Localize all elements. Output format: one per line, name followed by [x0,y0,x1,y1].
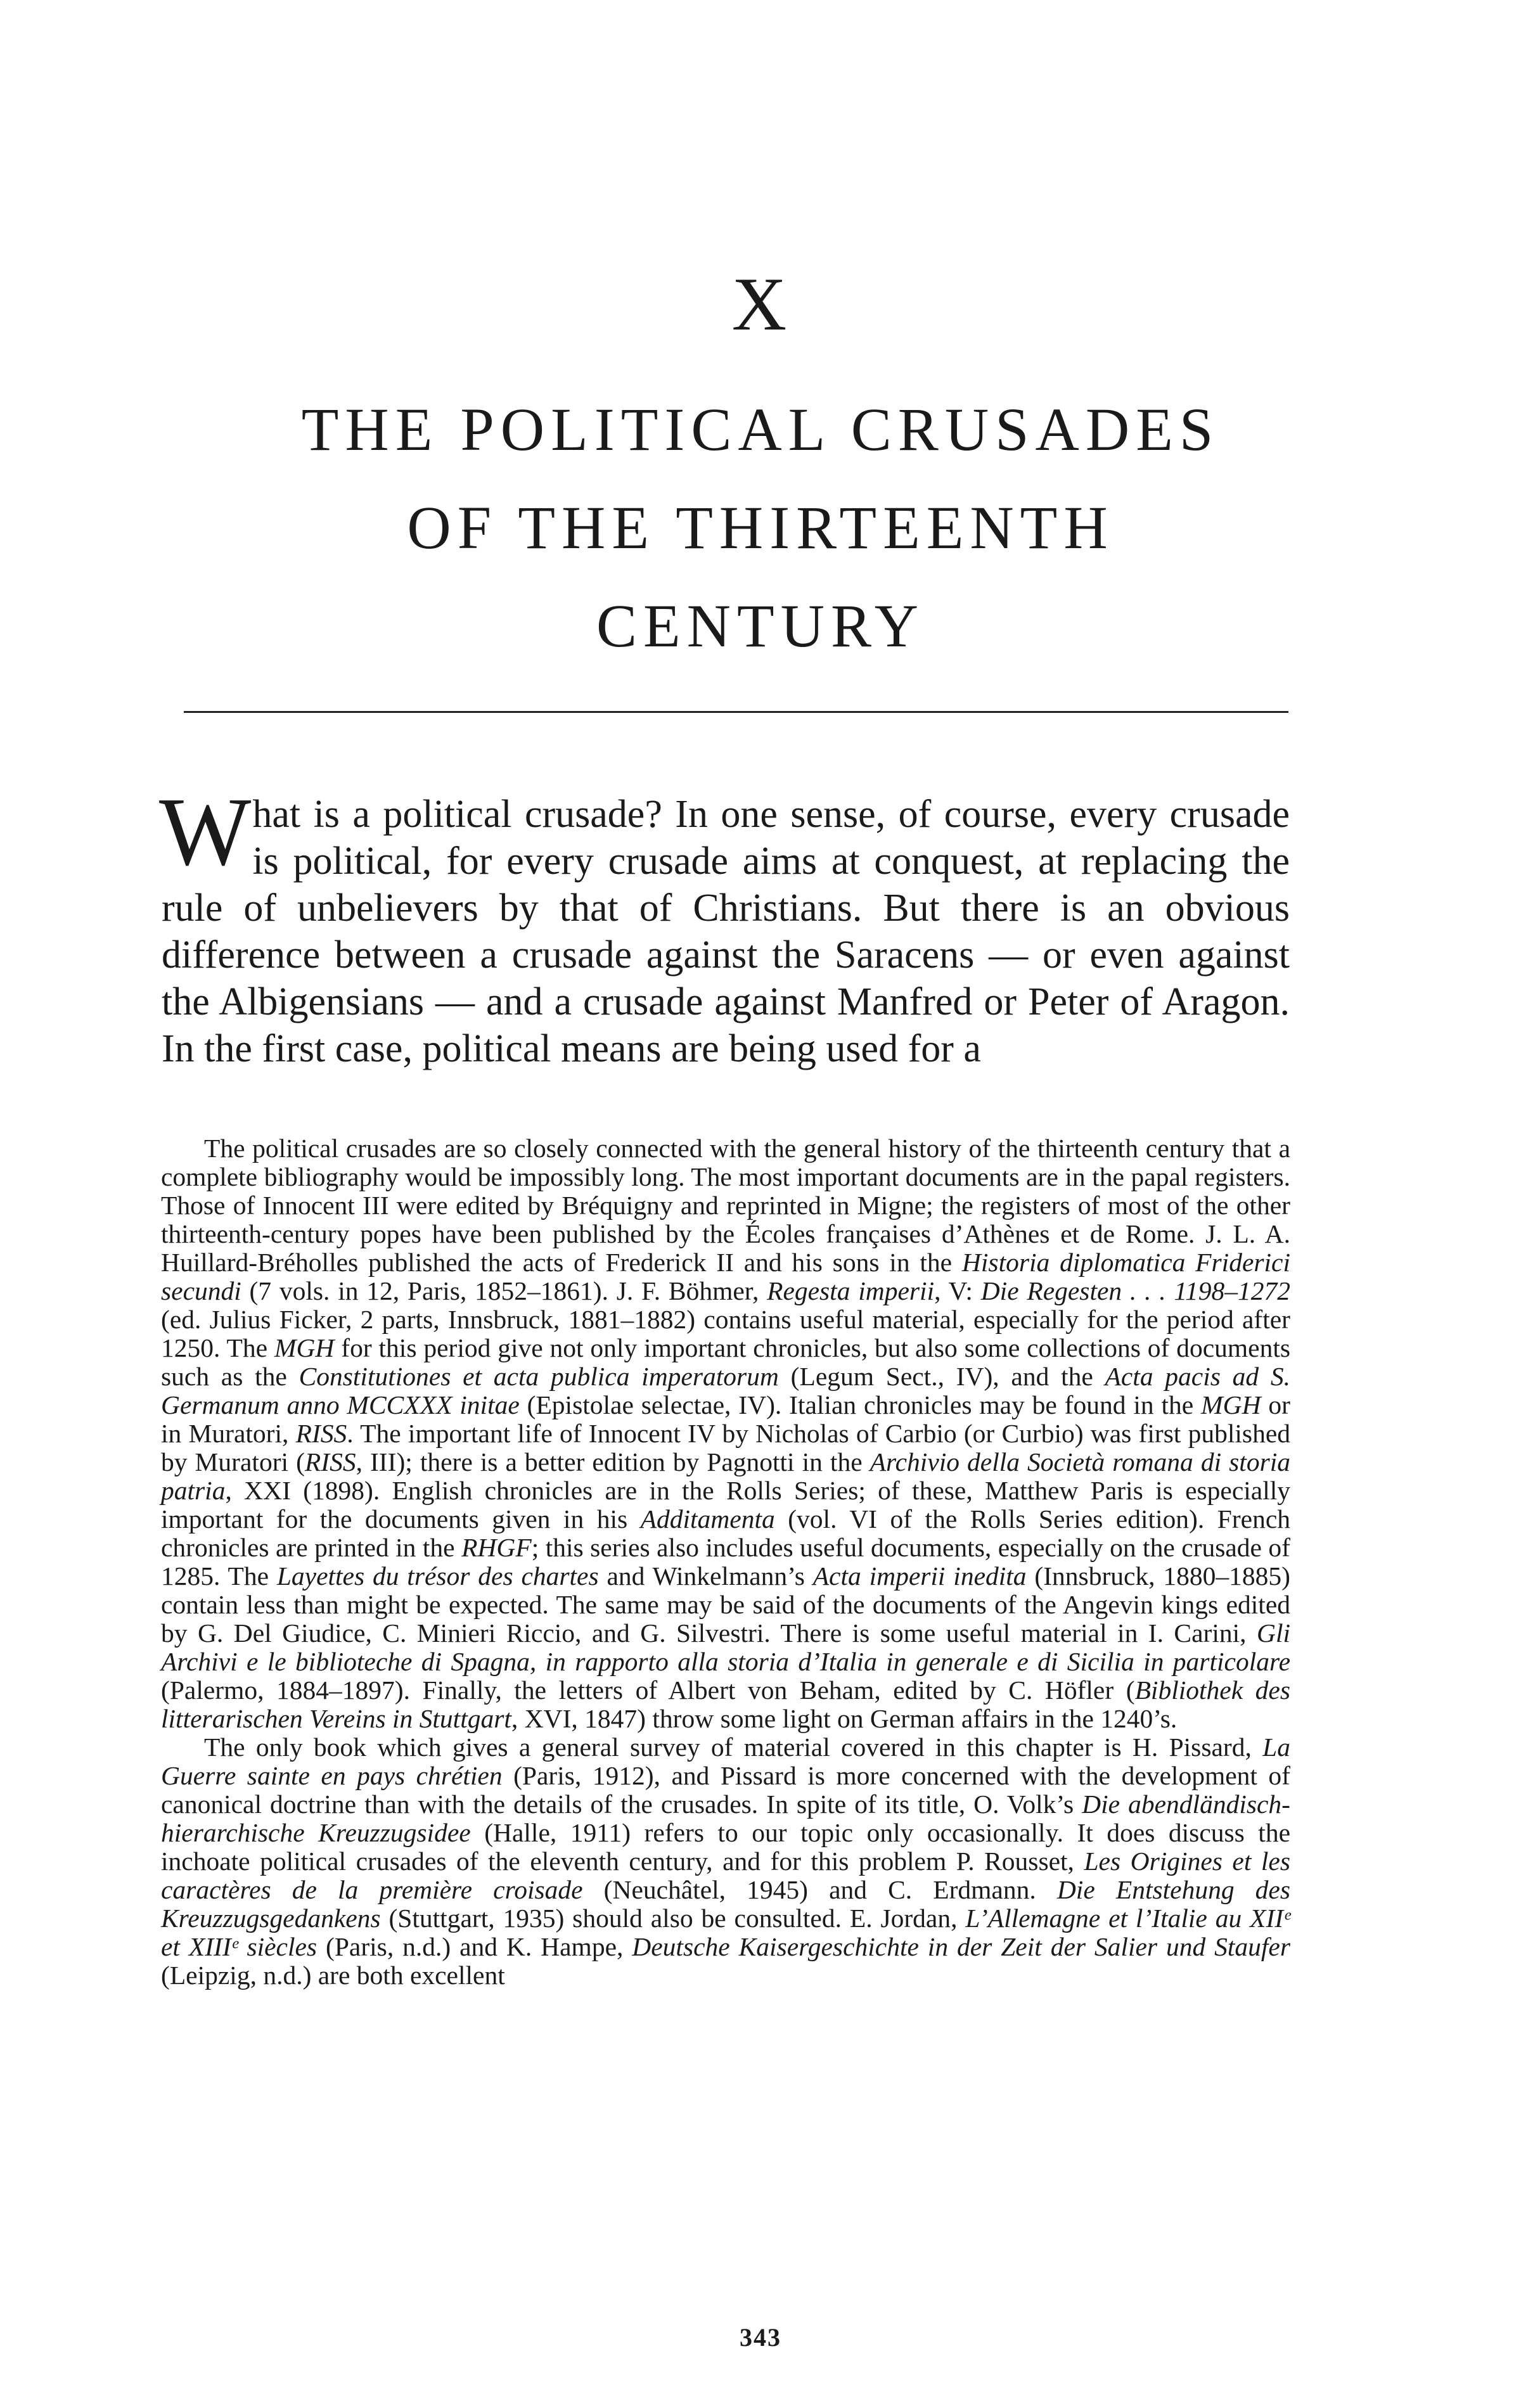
note-text: (Epistolae selectae, IV). Italian chronicles may be found in the [519,1390,1202,1419]
note-text: (Innsbruck, 1880–1885) contain less than might be expected. The same may be said of the documents of the Angevin kings edited by G. Del Giudice, C. Minieri Riccio, and G. Silvestri. There is some useful material in I. Carini, [161,1561,1290,1648]
italic-title: Historia diplomatica Friderici secundi [161,1248,1291,1305]
note-text: (Halle, 1911) refers to our topic only occasionally. It does discuss the inchoate political crusades of the eleventh century, and for this problem P. Rousset, [161,1818,1290,1876]
chapter-title-line-1: THE POLITICAL CRUSADES [301,395,1220,463]
note-text: (Neuchâtel, 1945) and C. Erdmann. [582,1875,1057,1904]
chapter-title [0,380,1521,675]
note-text: (Legum Sect., IV), and the [778,1362,1105,1391]
italic-title: Bibliothek des litterarischen Vereins in Stuttgart [161,1675,1290,1733]
chapter-title-line-3: CENTURY [596,592,925,660]
note-text: and Winkelmann’s [598,1561,813,1591]
note-text: (Stuttgart, 1935) should also be consulted. E. Jordan, [380,1904,966,1933]
opening-paragraph [159,778,1290,1072]
italic-title: Regesta imperii [767,1276,935,1305]
section-divider [184,711,1288,713]
note-text: (vol. VI of the Rolls Series edition). French chronicles are printed in the [161,1504,1290,1562]
bibliographical-note [161,1134,1290,1990]
chapter-numeral: X [731,262,790,346]
italic-title: L’Allemagne et l’Italie au XIIᵉ et XIIIᵉ siècles [161,1904,1290,1961]
note-text: The only book which gives a general survey of material covered in this chapter is H. Pissard, [204,1732,1263,1762]
italic-title: Layettes du trésor des chartes [276,1561,599,1591]
italic-title: MGH [1201,1390,1261,1419]
note-text: , III); there is a better edition by Pagnotti in the [356,1447,870,1476]
drop-cap: W [159,778,252,886]
note-text: (Paris, 1912), and Pissard is more concerned with the development of canonical doctrine than with the details of the crusades. In spite of its title, O. Volk’s [161,1761,1290,1819]
note-text: , V: [934,1276,981,1305]
note-text: (Leipzig, n.d.) are both excellent [161,1961,505,1990]
note-text: , XXI (1898). English chronicles are in the Rolls Series; of these, Matthew Paris is especially important for the documents given in his [161,1476,1290,1534]
note-text: . The important life of Innocent IV by Nicholas of Carbio (or Curbio) was first published by Muratori ( [161,1419,1290,1476]
italic-title: RHGF [461,1533,532,1562]
note-text: (Paris, n.d.) and K. Hampe, [317,1932,632,1961]
note-text: for this period give not only important chronicles, but also some collections of documents such as the [161,1333,1290,1391]
italic-title: Acta pacis ad S. Germanum anno MCCXXX initae [161,1362,1290,1419]
italic-title: Additamenta [640,1504,775,1534]
note-text: The political crusades are so closely connected with the general history of the thirteenth century that a complete bibliography would be impossibly long. The most important documents are in the papal registers. Those of Innocent III were edited by Bréquigny and reprinted in Migne; the registers of most of the other thirteenth-century popes have been published by the Écoles françaises d’Athènes et de Rome. J. L. A. Huillard-Bréholles published the acts of Frederick II and his sons in the [161,1134,1290,1277]
note-text: , XVI, 1847) throw some light on German affairs in the 1240’s. [511,1704,1178,1733]
italic-title: Acta imperii inedita [812,1561,1027,1591]
italic-title: Die Entstehung des Kreuzzugsgedankens [161,1875,1290,1933]
italic-title: Die Regesten . . . 1198–1272 [980,1276,1291,1305]
italic-title: MGH [274,1333,335,1362]
note-text: (Palermo, 1884–1897). Finally, the letters of Albert von Beham, edited by C. Höfler ( [161,1675,1135,1705]
chapter-title-line-2: OF THE THIRTEENTH [407,494,1114,561]
italic-title: Archivio della Società romana di storia patria [161,1447,1290,1505]
italic-title: RISS [304,1447,356,1476]
opening-paragraph-text: hat is a political crusade? In one sense, of course, every crusade is political, for every crusade aims at conquest, at replacing the rule of unbelievers by that of Christians. But there is an obvious difference between a crusade against the Saracens — or even against the Albigensians — and a crusade against Manfred or Peter of Aragon. In the first case, political means are being used for a [162,793,1290,1070]
italic-title: Les Origines et les caractères de la première croisade [161,1847,1290,1904]
note-text: or in Muratori, [161,1390,1290,1448]
italic-title: Gli Archivi e le biblioteche di Spagna, in rapporto alla storia d’Italia in generale e di Sicilia in particolare [161,1618,1290,1676]
note-text: (ed. Julius Ficker, 2 parts, Innsbruck, 1881–1882) contains useful material, especially for the period after 1250. The [161,1305,1290,1362]
italic-title: Die abendländisch-hierarchische Kreuzzugsidee [161,1790,1290,1847]
note-text: (7 vols. in 12, Paris, 1852–1861). J. F. Böhmer, [241,1276,767,1305]
italic-title: Deutsche Kaisergeschichte in der Zeit der Salier und Staufer [632,1932,1290,1961]
note-text: ; this series also includes useful documents, especially on the crusade of 1285. The [161,1533,1290,1591]
italic-title: Constitutiones et acta publica imperatorum [298,1362,779,1391]
bibliography-paragraph-2 [161,1733,1290,1990]
italic-title: La Guerre sainte en pays chrétien [161,1732,1290,1790]
page-number: 343 [740,2323,781,2352]
bibliography-paragraph-1 [161,1134,1290,1733]
italic-title: RISS [295,1419,347,1448]
